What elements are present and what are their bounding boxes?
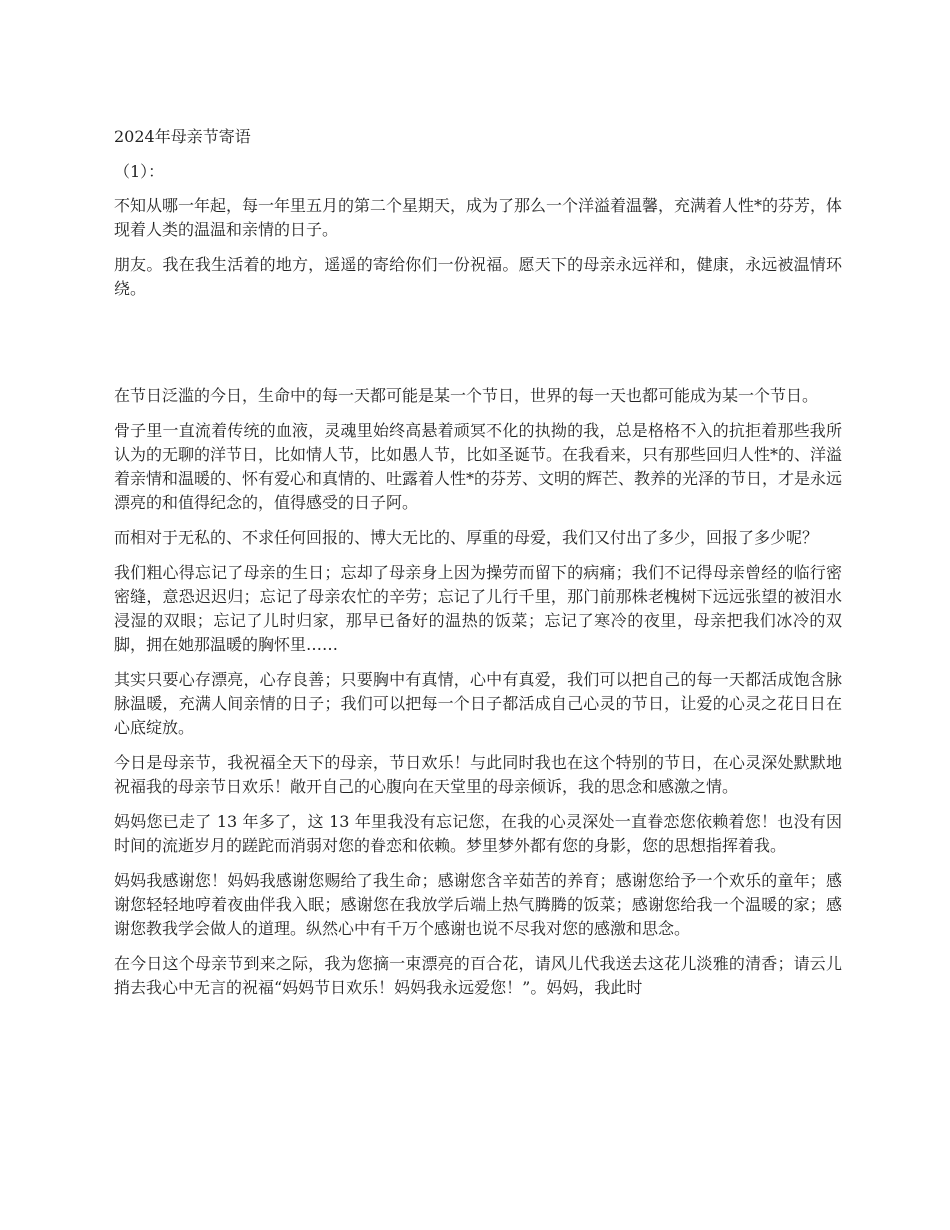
section-number: （1）： [114, 162, 165, 181]
paragraph: 在节日泛滥的今日，生命中的每一天都可能是某一个节日，世界的每一天也都可能成为某一个节日。 [114, 386, 819, 405]
paragraph: 妈妈您已走了 13 年多了，这 13 年里我没有忘记您，在我的心灵深处一直眷恋您依赖着您！也没有因时间的流逝岁月的蹉跎而消弱对您的眷恋和依赖。梦里梦外都有您的身影，您的思想指挥着我。 [114, 812, 842, 855]
paragraph: 朋友。我在我生活着的地方，遥遥的寄给你们一份祝福。愿天下的母亲永远祥和，健康，永远被温情环绕。 [114, 255, 842, 298]
paragraph: 其实只要心存漂亮，心存良善；只要胸中有真情，心中有真爱，我们可以把自己的每一天都活成饱含脉脉温暖，充满人间亲情的日子；我们可以把每一个日子都活成自己心灵的节日，让爱的心灵之花日日在心底绽放。 [114, 670, 842, 737]
document-title: 2024年母亲节寄语 [114, 127, 251, 146]
paragraph: 妈妈我感谢您！妈妈我感谢您赐给了我生命；感谢您含辛茹苦的养育；感谢您给予一个欢乐的童年；感谢您轻轻地哼着夜曲伴我入眠；感谢您在我放学后端上热气腾腾的饭菜；感谢您给我一个温暖的家；感谢您教我学会做人的道理。纵然心中有千万个感谢也说不尽我对您的感激和思念。 [114, 871, 842, 938]
paragraph: 而相对于无私的、不求任何回报的、博大无比的、厚重的母爱，我们又付出了多少，回报了多少呢？ [114, 528, 819, 547]
paragraph: 在今日这个母亲节到来之际，我为您摘一束漂亮的百合花，请风儿代我送去这花儿淡雅的清香；请云儿捎去我心中无言的祝福“妈妈节日欢乐！妈妈我永远爱您！”。妈妈，我此时 [114, 954, 842, 997]
document-content [114, 123, 842, 1011]
paragraph: 不知从哪一年起，每一年里五月的第二个星期天，成为了那么一个洋溢着温馨，充满着人性*的芬芳，体现着人类的温温和亲情的日子。 [114, 196, 843, 239]
paragraph: 我们粗心得忘记了母亲的生日；忘却了母亲身上因为操劳而留下的病痛；我们不记得母亲曾经的临行密密缝，意恐迟迟归；忘记了母亲农忙的辛劳；忘记了儿行千里，那门前那株老槐树下远远张望的被泪水浸湿的双眼；忘记了儿时归家，那早已备好的温热的饭菜；忘记了寒冷的夜里，母亲把我们冰冷的双脚，拥在她那温暖的胸怀里…… [114, 563, 842, 654]
paragraph: 骨子里一直流着传统的血液，灵魂里始终高悬着顽冥不化的执拗的我，总是格格不入的抗拒着那些我所认为的无聊的洋节日，比如情人节，比如愚人节，比如圣诞节。在我看来，只有那些回归人性*的、洋溢着亲情和温暖的、怀有爱心和真情的、吐露着人性*的芬芳、文明的辉芒、教养的光泽的节日，才是永远漂亮的和值得纪念的，值得感受的日子阿。 [114, 421, 843, 512]
paragraph: 今日是母亲节，我祝福全天下的母亲，节日欢乐！与此同时我也在这个特别的节日，在心灵深处默默地祝福我的母亲节日欢乐！敞开自己的心腹向在天堂里的母亲倾诉，我的思念和感激之情。 [114, 753, 842, 796]
blank-gap [114, 312, 842, 384]
